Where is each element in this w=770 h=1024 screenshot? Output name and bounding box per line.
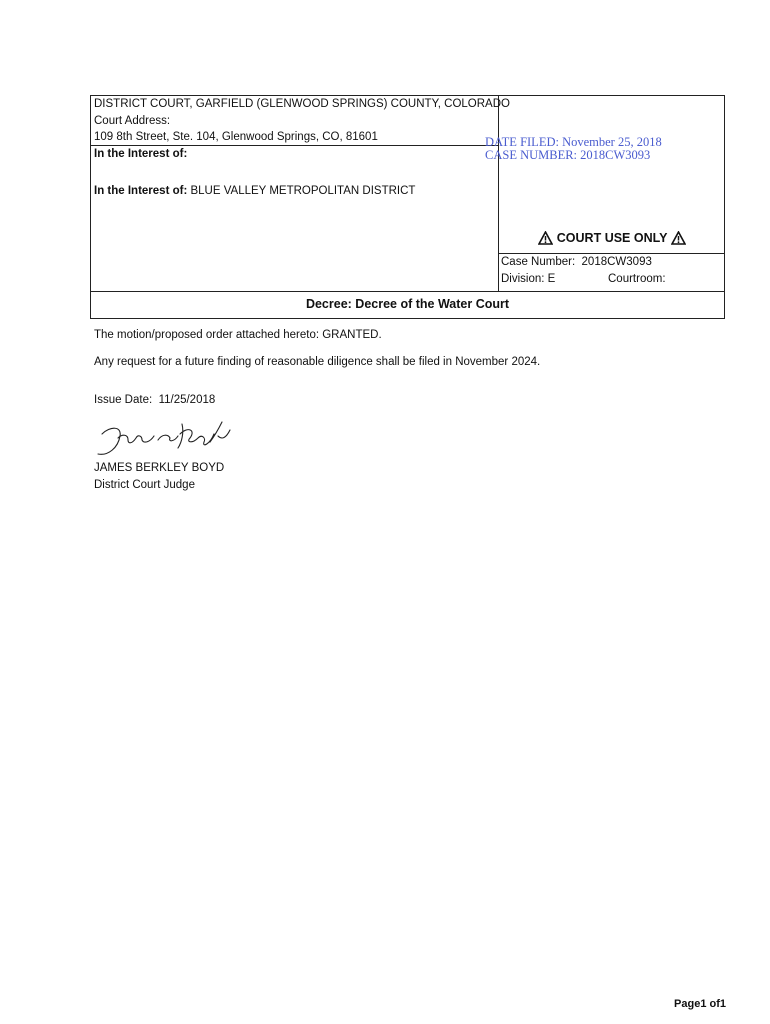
judge-title: District Court Judge <box>94 479 195 491</box>
court-name: DISTRICT COURT, GARFIELD (GLENWOOD SPRINGS) COUNTY, COLORADO <box>94 98 510 110</box>
judge-name: JAMES BERKLEY BOYD <box>94 462 225 474</box>
stamp-date-filed: DATE FILED: November 25, 2018 <box>485 135 662 149</box>
warning-triangle-icon <box>671 231 686 245</box>
interest-divider <box>91 145 498 146</box>
division-row <box>501 272 555 286</box>
judge-signature <box>92 416 232 460</box>
case-number-value: 2018CW3093 <box>581 256 652 268</box>
interest-label-2: In the Interest of: <box>94 185 188 197</box>
court-use-only-heading <box>499 231 725 245</box>
court-address: 109 8th Street, Ste. 104, Glenwood Springs, CO, 81601 <box>94 131 378 143</box>
interest-line <box>94 184 415 198</box>
decree-divider <box>91 291 724 292</box>
court-use-only-label: COURT USE ONLY <box>556 231 668 245</box>
caption-box <box>90 95 725 319</box>
case-number-label: Case Number: <box>501 256 576 268</box>
stamp-case-number: CASE NUMBER: 2018CW3093 <box>485 148 651 162</box>
division-label: Division: <box>501 273 545 285</box>
issue-date-value: 11/25/2018 <box>158 394 216 406</box>
order-granted-text: The motion/proposed order attached hereto: GRANTED. <box>94 329 382 341</box>
interest-label: In the Interest of: <box>94 148 188 160</box>
court-use-divider <box>498 253 725 254</box>
page-number: Page1 of1 <box>674 998 726 1010</box>
warning-triangle-icon <box>538 231 553 245</box>
decree-title: Decree: Decree of the Water Court <box>305 297 510 311</box>
issue-date-row <box>94 394 215 406</box>
interest-party: BLUE VALLEY METROPOLITAN DISTRICT <box>190 185 416 197</box>
courtroom-row <box>608 272 666 286</box>
case-number-row <box>501 255 652 269</box>
diligence-text: Any request for a future finding of reasonable diligence shall be filed in November 2024. <box>94 356 541 368</box>
court-address-label: Court Address: <box>94 115 171 127</box>
issue-date-label: Issue Date: <box>94 394 153 406</box>
courtroom-label: Courtroom: <box>608 273 666 285</box>
caption-column-divider <box>498 96 499 291</box>
division-value: E <box>547 273 556 285</box>
